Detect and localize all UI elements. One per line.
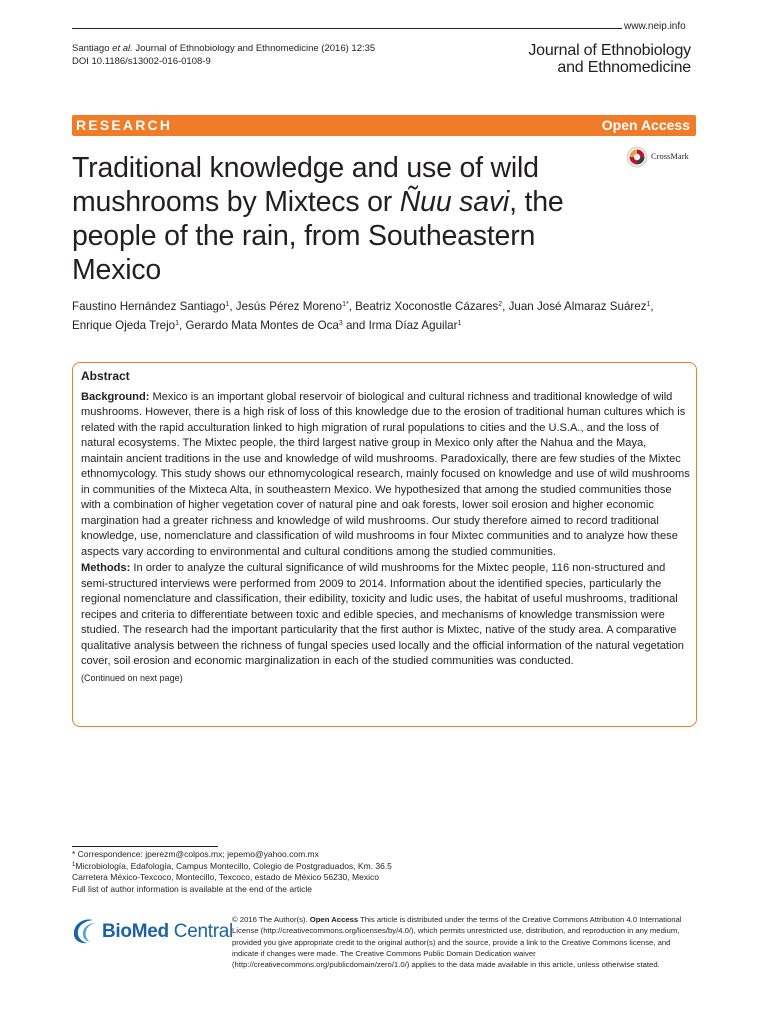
abstract-content [81, 369, 691, 685]
abstract-methods [81, 561, 691, 670]
methods-text: In order to analyze the cultural significance of wild mushrooms for the Mixtec people, 116 non-structured and semi-structured interviews were performed from 2009 to 2014. Information about the identified species, particularly the regional nomenclature and classification, their edibility, toxicity and ludic uses, the habitat of useful mushrooms, traditional recipes and criteria to differentiate between toxic and edible species, and mechanisms of knowledge transmission were studied. The research had the important particularity that the first author is Mixtec, native of the study area. A comparative qualitative analysis between the richness of fungal species used locally and the official information of the natural vegetation cover, soil erosion and economic marginalization in each of the studied communities was conducted. [81, 562, 684, 667]
correspondence[interactable]: * Correspondence: jperezm@colpos.mx; jepemo@yahoo.com.mx [72, 849, 319, 859]
methods-heading: Methods: [81, 562, 131, 574]
abstract-background [81, 390, 691, 561]
research-banner [72, 115, 696, 136]
crossmark-badge[interactable] [626, 146, 706, 168]
citation [72, 42, 375, 68]
author: Gerardo Mata Montes de Oca$^3$ [185, 319, 343, 332]
bmc-swoosh-icon [72, 917, 98, 945]
license-text: © 2016 The Author(s). Open Access This article is distributed under the terms of the Creative Commons Attribution 4.0 International License (http://creativecommons.org/licenses/by/4.0/), which permits unrestricted use, distribution, and reproduction in any medium, provided you give appropriate credit to the original author(s) and the source, provide a link to the Creative Commons license, and indicate if changes were made. The Creative Commons Public Domain Dedication waiver (http://creativecommons.org/publicdomain/zero/1.0/) applies to the data made available in this article, unless otherwise stated. [232, 915, 682, 970]
footnotes [72, 849, 392, 895]
abstract-heading: Abstract [81, 369, 130, 383]
author: Enrique Ojeda Trejo$^1$ [72, 319, 180, 332]
author-list: Faustino Hernández Santiago$^1$, Jesús Pérez Moreno$^{1*}$, Beatriz Xoconostle Cázares$^2$, Juan José Almaraz Suárez$^1$, Enrique Ojeda Trejo$^1$, Gerardo Mata Montes de Oca$^3$ and Irma Díaz Aguilar$^1$ [72, 300, 654, 332]
affiliation: $^1$Microbiología, Edafología, Campus Montecillo, Colegio de Postgraduados, Km. 36.5 Carretera México-Texcoco, Montecillo, Texcoco, estado de México 56230, Mexico [72, 860, 392, 882]
biomed-central-logo[interactable] [72, 917, 233, 947]
title-part1: Traditional knowledge and use of wild mushrooms by Mixtecs or [72, 152, 539, 218]
citation-line [72, 42, 375, 55]
citation-journal: Journal of Ethnobiology and Ethnomedicine (2016) 12:35 [132, 43, 376, 54]
doi[interactable]: DOI 10.1186/s13002-016-0108-9 [72, 56, 211, 67]
full-author-info-note: Full list of author information is available at the end of the article [72, 883, 313, 894]
article-title [72, 151, 572, 287]
article-type-label: RESEARCH [76, 117, 173, 133]
bmc-wordmark: BioMed Central [102, 921, 233, 942]
author: Irma Díaz Aguilar$^1$ [368, 319, 462, 332]
crossmark-label: CrossMark [651, 151, 689, 161]
author: Jesús Pérez Moreno$^{1*}$ [235, 300, 349, 313]
citation-authors: Santiago [72, 43, 113, 54]
abstract-box [72, 362, 697, 727]
author: Faustino Hernández Santiago$^1$ [72, 300, 230, 313]
journal-name [528, 42, 691, 76]
footnote-rule [72, 846, 218, 847]
background-text: Mexico is an important global reservoir of biological and cultural richness and traditional knowledge of wild mushrooms. However, there is a high risk of loss of this knowledge due to the erosion of traditional human cultures which is related with the rapid acculturation linked to high migration of rural populations to cities and the U.S.A., and the loss of natural ecosystems. The Mixtec people, the third largest native group in Mexico only after the Nahua and the Maya, maintain ancient traditions in the use and knowledge of wild mushrooms. Paradoxically, there are few studies of the Mixtec ethnomycology. This study shows our ethnomycological research, mainly focused on knowledge and use of wild mushrooms in communities of the Mixteca Alta, in southeastern Mexico. We hypothesized that among the studied communities those with a combination of higher vegetation cover of natural pine and oak forests, lower soil erosion and higher economic margination had a greater richness and knowledge of wild mushrooms. Our study therefore aimed to record traditional knowledge, use, nomenclature and classification of wild mushrooms in four Mixtec communities and to analyze how these aspects vary according to environmental and cultural conditions among the studied communities. [81, 390, 690, 558]
header-url[interactable]: www.neip.info [624, 21, 686, 32]
header-rule [72, 28, 622, 29]
citation-etal: et al. [112, 43, 133, 54]
author: Juan José Almaraz Suárez$^1$ [508, 300, 651, 313]
background-heading: Background: [81, 390, 150, 403]
title-italic: Ñuu savi [399, 186, 510, 218]
open-access-label: Open Access [601, 117, 690, 133]
journal-name-line1: Journal of Ethnobiology [528, 42, 691, 59]
crossmark-icon [626, 146, 648, 168]
continued-note: (Continued on next page) [81, 672, 183, 683]
title-part2: , the people of the rain, from Southeastern Mexico [72, 186, 564, 286]
journal-name-line2: and Ethnomedicine [557, 59, 691, 76]
author: Beatriz Xoconostle Cázares$^2$ [355, 300, 503, 313]
